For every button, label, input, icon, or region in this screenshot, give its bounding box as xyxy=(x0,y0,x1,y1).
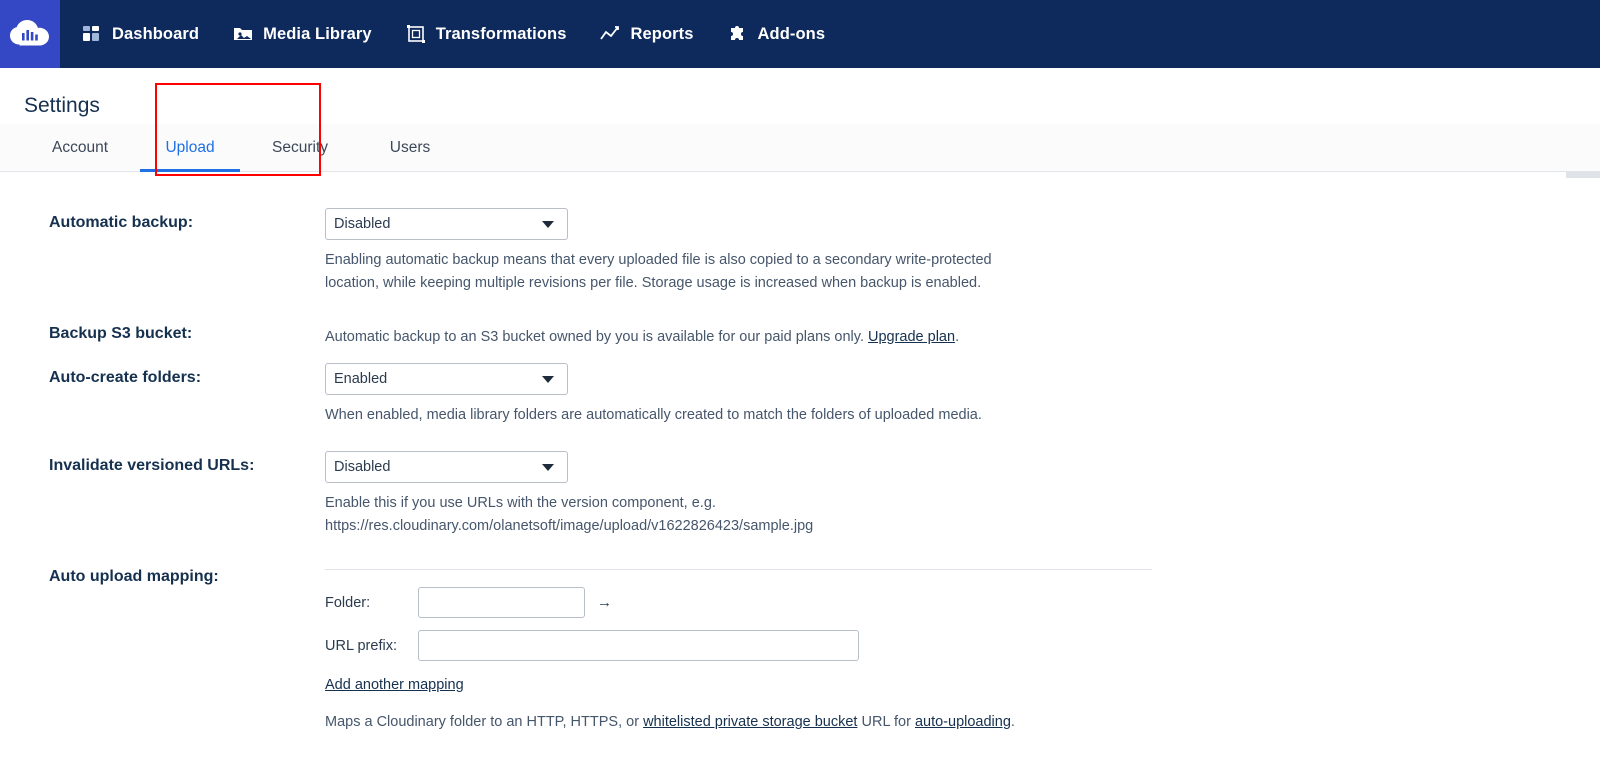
auto-upload-mapping-note xyxy=(325,711,1152,734)
tab-security[interactable] xyxy=(244,124,356,172)
tab-label: Users xyxy=(389,139,431,156)
auto-create-folders-label: Auto-create folders: xyxy=(49,369,202,386)
auto-upload-mapping-label: Auto upload mapping: xyxy=(49,568,219,585)
mapping-note-part3: . xyxy=(1010,714,1015,730)
automatic-backup-label: Automatic backup: xyxy=(49,214,194,231)
tab-users[interactable] xyxy=(356,124,464,172)
auto-uploading-link[interactable]: auto-uploading xyxy=(914,714,1011,730)
backup-s3-bucket-label: Backup S3 bucket: xyxy=(49,325,193,342)
nav-item-media-library[interactable] xyxy=(233,0,372,68)
cloudinary-logo[interactable] xyxy=(0,0,60,68)
upgrade-plan-link[interactable]: Upgrade plan xyxy=(868,329,956,345)
mapping-folder-row xyxy=(325,587,1152,618)
auto-create-folders-help: When enabled, media library folders are automatically created to match the folders of uploaded media. xyxy=(325,407,982,423)
invalidate-versioned-urls-label: Invalidate versioned URLs: xyxy=(49,457,255,474)
row-auto-upload-mapping xyxy=(0,562,1600,734)
folder-image-icon xyxy=(233,24,253,44)
invalidate-versioned-urls-help xyxy=(325,492,1025,538)
arrow-right-icon: → xyxy=(597,594,612,611)
nav-item-label: Add-ons xyxy=(757,24,826,43)
chevron-down-icon xyxy=(542,464,554,471)
upload-settings-form xyxy=(0,172,1600,734)
add-another-mapping-link[interactable]: Add another mapping xyxy=(325,677,464,693)
row-auto-create-folders xyxy=(0,363,1600,427)
automatic-backup-value: Disabled xyxy=(334,216,391,232)
mapping-folder-label: Folder: xyxy=(325,594,371,611)
backup-s3-text-before: Automatic backup to an S3 bucket owned by you is available for our paid plans only. xyxy=(325,329,868,345)
nav-item-add-ons[interactable] xyxy=(728,0,826,68)
page-title: Settings xyxy=(24,94,100,117)
auto-create-folders-select[interactable] xyxy=(325,363,568,395)
automatic-backup-help-line1: Enabling automatic backup means that every uploaded file is also copied to a secondary write-protected xyxy=(325,252,992,268)
mapping-note-part1: Maps a Cloudinary folder to an HTTP, HTTPS, or xyxy=(325,714,644,730)
nav-item-label: Media Library xyxy=(263,24,372,43)
settings-tabs-bar xyxy=(0,124,1600,172)
top-navigation-bar xyxy=(0,0,1600,68)
row-automatic-backup xyxy=(0,208,1600,295)
tab-account[interactable] xyxy=(24,124,136,172)
tab-upload[interactable] xyxy=(136,124,244,172)
automatic-backup-select[interactable] xyxy=(325,208,568,240)
tab-label: Upload xyxy=(165,139,215,156)
chevron-down-icon xyxy=(542,221,554,228)
nav-item-label: Reports xyxy=(630,24,694,43)
auto-create-folders-value: Enabled xyxy=(334,371,388,387)
nav-item-label: Transformations xyxy=(435,24,567,43)
nav-item-reports[interactable] xyxy=(600,0,693,68)
mapping-note-part2: URL for xyxy=(857,714,915,730)
invalidate-help-line2: https://res.cloudinary.com/olanetsoft/image/upload/v1622826423/sample.jpg xyxy=(325,518,814,534)
mapping-url-prefix-input[interactable] xyxy=(418,630,859,661)
row-invalidate-versioned-urls xyxy=(0,451,1600,538)
invalidate-help-line1: Enable this if you use URLs with the version component, e.g. xyxy=(325,495,716,511)
chart-line-icon xyxy=(600,24,620,44)
grid-icon xyxy=(82,24,102,44)
nav-item-transformations[interactable] xyxy=(406,0,567,68)
nav-item-list xyxy=(60,0,825,68)
backup-s3-bucket-note xyxy=(325,319,1600,349)
chevron-down-icon xyxy=(542,376,554,383)
settings-tabs xyxy=(0,124,1600,172)
crop-icon xyxy=(406,24,426,44)
row-backup-s3-bucket xyxy=(0,319,1600,349)
automatic-backup-help xyxy=(325,249,1025,295)
whitelisted-bucket-link[interactable]: whitelisted private storage bucket xyxy=(643,714,858,730)
nav-item-dashboard[interactable] xyxy=(82,0,199,68)
scrollbar-corner xyxy=(1566,172,1600,178)
cloudinary-logo-icon xyxy=(9,19,51,49)
invalidate-versioned-urls-value: Disabled xyxy=(334,459,391,475)
page-header xyxy=(0,68,1600,124)
puzzle-icon xyxy=(728,24,748,44)
tab-label: Security xyxy=(272,139,329,156)
mapping-url-prefix-row xyxy=(325,630,1152,661)
mapping-folder-input[interactable] xyxy=(418,587,585,618)
invalidate-versioned-urls-select[interactable] xyxy=(325,451,568,483)
automatic-backup-help-line2: location, while keeping multiple revisions per file. Storage usage is increased when backup is enabled. xyxy=(325,275,982,291)
tab-label: Account xyxy=(52,139,109,156)
auto-upload-mapping-box xyxy=(325,569,1152,734)
mapping-url-prefix-label: URL prefix: xyxy=(325,637,397,654)
backup-s3-text-after: . xyxy=(955,329,960,345)
nav-item-label: Dashboard xyxy=(112,24,200,43)
